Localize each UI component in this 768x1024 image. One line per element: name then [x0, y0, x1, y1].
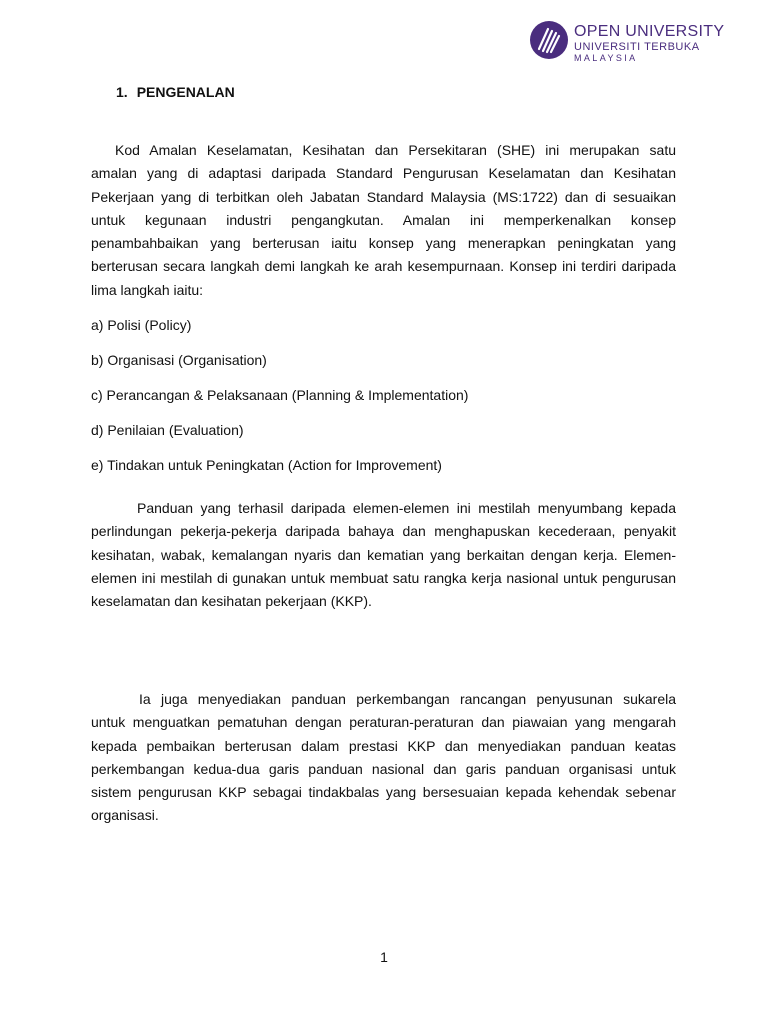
- page-number: 1: [380, 949, 388, 965]
- list-item: b) Organisasi (Organisation): [91, 352, 267, 368]
- paragraph-line: organisasi.: [91, 807, 159, 824]
- paragraph-line: Panduan yang terhasil daripada elemen-elemen ini mestilah menyumbang kepada: [137, 500, 676, 516]
- list-item: e) Tindakan untuk Peningkatan (Action for Improvement): [91, 457, 442, 473]
- list-item: c) Perancangan & Pelaksanaan (Planning & Implementation): [91, 387, 469, 403]
- paragraph-line: Kod Amalan Keselamatan, Kesihatan dan Persekitaran (SHE) ini merupakan satu: [115, 142, 676, 158]
- paragraph-line: Pekerjaan yang di terbitkan oleh Jabatan Standard Malaysia (MS:1722) dan di sesuaikan: [91, 188, 676, 205]
- paragraph-line: amalan yang di adaptasi daripada Standard Pengurusan Keselamatan dan Kesihatan: [91, 165, 676, 182]
- section-heading: [116, 84, 235, 100]
- paragraph-voluntary: [91, 688, 676, 828]
- paragraph-line: lima langkah iaitu:: [91, 281, 204, 298]
- paragraph-line: Ia juga menyediakan panduan perkembangan rancangan penyusunan sukarela: [139, 691, 676, 707]
- paragraph-line: kepada pembaikan berterusan dalam prestasi KKP dan menyediakan panduan keatas: [91, 737, 676, 754]
- logo-subtitle: UNIVERSITI TERBUKA: [574, 41, 700, 53]
- paragraph-guidance: [91, 497, 676, 613]
- logo-country: MALAYSIA: [574, 53, 638, 63]
- logo-title: OPEN UNIVERSITY: [574, 23, 725, 40]
- paragraph-line: untuk menguatkan pematuhan dengan peraturan-peraturan dan piawaian yang mengarah: [91, 714, 676, 731]
- paragraph-line: perlindungan pekerja-pekerja daripada bahaya dan menghapuskan kecederaan, penyakit: [91, 523, 676, 540]
- paragraph-line: perkembangan kedua-dua garis panduan nasional dan garis panduan organisasi untuk: [91, 760, 676, 777]
- paragraph-line: sistem pengurusan KKP sebagai tindakbalas yang bersesuaian kepada kehendak sebenar: [91, 784, 676, 801]
- heading-number: 1.: [116, 84, 128, 100]
- open-university-emblem-icon: [529, 20, 569, 60]
- heading-title: PENGENALAN: [136, 84, 235, 100]
- paragraph-line: untuk kegunaan industri pengangkutan. Amalan ini memperkenalkan konsep: [91, 211, 676, 228]
- paragraph-line: kesihatan, wabak, kemalangan nyaris dan kematian yang berkaitan dengan kerja. Elemen-: [91, 546, 676, 563]
- paragraph-line: keselamatan dan kesihatan pekerjaan (KKP).: [91, 593, 372, 610]
- list-item: d) Penilaian (Evaluation): [91, 422, 244, 438]
- paragraph-introduction: [91, 139, 676, 302]
- paragraph-line: elemen ini mestilah di gunakan untuk membuat satu rangka kerja nasional untuk pengurusan: [91, 569, 676, 586]
- paragraph-line: berterusan secara langkah demi langkah ke arah kesempurnaan. Konsep ini terdiri daripada: [91, 258, 676, 275]
- university-logo: [529, 18, 759, 68]
- paragraph-line: penambahbaikan yang berterusan iaitu konsep yang menerapkan peningkatan yang: [91, 235, 676, 252]
- list-item: a) Polisi (Policy): [91, 317, 192, 333]
